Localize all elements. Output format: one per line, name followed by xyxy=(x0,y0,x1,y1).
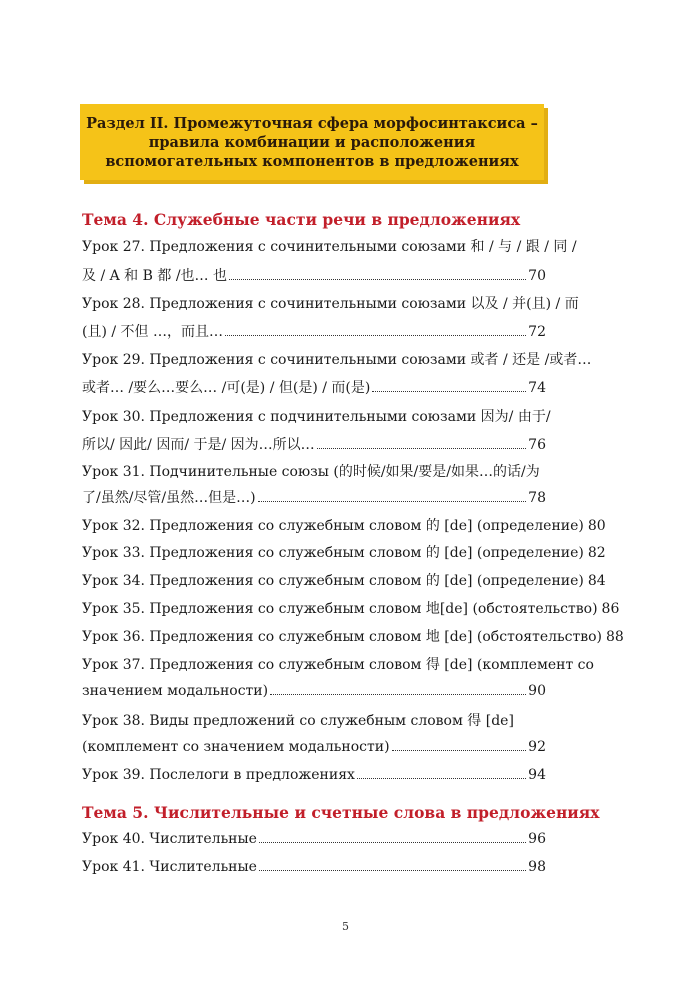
leader-dots xyxy=(317,436,527,449)
toc-page-number: 94 xyxy=(528,767,546,783)
leader-dots xyxy=(357,766,526,779)
toc-entry-line[interactable] xyxy=(82,682,546,702)
leader-dots xyxy=(372,379,526,392)
leader-dots xyxy=(392,738,527,751)
toc-entry-line[interactable] xyxy=(82,349,592,369)
toc-entry-text: 及 / A 和 B 都 /也… 也 xyxy=(82,268,227,284)
toc-entry-text: 所以/ 因此/ 因而/ 于是/ 因为…所以… xyxy=(82,437,315,453)
toc-entry-line[interactable] xyxy=(82,570,606,590)
toc-entry-line[interactable] xyxy=(82,461,546,481)
toc-entry-text: Урок 33. Предложения со служебным словом 的 [de] (определение) xyxy=(82,545,584,561)
toc-entry-text: Урок 40. Числительные xyxy=(82,831,257,847)
toc-entry-text: Урок 35. Предложения со служебным словом 地[de] (обстоятельство) xyxy=(82,601,598,617)
toc-page-number: 84 xyxy=(587,573,606,589)
section-title xyxy=(86,114,538,171)
toc-page-number: 74 xyxy=(528,380,546,396)
toc-entry-text: (且) / 不但 …，而且… xyxy=(82,324,223,340)
toc-entry-text: Урок 28. Предложения с сочинительными союзами 以及 / 并(且) / 而 xyxy=(82,296,579,312)
toc-entry-text: Урок 29. Предложения с сочинительными союзами 或者 / 还是 /或者… xyxy=(82,352,592,368)
toc-entry-line[interactable] xyxy=(82,858,546,878)
toc-entry-line[interactable] xyxy=(82,434,546,454)
toc-page-number: 98 xyxy=(528,859,546,875)
leader-dots xyxy=(258,489,527,502)
toc-entry-text: Урок 36. Предложения со служебным словом 地 [de] (обстоятельство) xyxy=(82,629,602,645)
toc-entry-line[interactable] xyxy=(82,265,546,285)
leader-dots xyxy=(259,858,526,871)
topic-5-heading: Тема 5. Числительные и счетные слова в предложениях xyxy=(82,803,600,822)
toc-entry-line[interactable] xyxy=(82,487,546,507)
toc-entry-line[interactable] xyxy=(82,654,594,674)
toc-entry-line[interactable] xyxy=(82,830,546,850)
toc-entry-text: Урок 30. Предложения с подчинительными союзами 因为/ 由于/ xyxy=(82,409,551,425)
page-number: 5 xyxy=(342,920,349,933)
topic-4-heading: Тема 4. Служебные части речи в предложениях xyxy=(82,210,521,229)
toc-page-number: 82 xyxy=(587,545,606,561)
toc-entry-line[interactable] xyxy=(82,377,546,397)
toc-entry-text: Урок 32. Предложения со служебным словом 的 [de] (определение) xyxy=(82,518,584,534)
leader-dots xyxy=(259,830,526,843)
toc-entry-line[interactable] xyxy=(82,406,551,426)
toc-entry-text: значением модальности) xyxy=(82,683,269,699)
toc-page-number: 92 xyxy=(528,739,546,755)
toc-page-number: 88 xyxy=(605,629,624,645)
toc-entry-text: Урок 41. Числительные xyxy=(82,859,257,875)
toc-entry-text: 了/虽然/尽管/虽然…但是…) xyxy=(82,490,256,506)
toc-entry-text: Урок 34. Предложения со служебным словом 的 [de] (определение) xyxy=(82,573,584,589)
toc-page-number: 76 xyxy=(528,437,546,453)
toc-entry-text: 或者… /要么…要么… /可(是) / 但(是) / 而(是) xyxy=(82,380,371,396)
toc-entry-text: (комплемент со значением модальности) xyxy=(82,739,390,755)
toc-entry-line[interactable] xyxy=(82,710,546,730)
toc-entry-line[interactable] xyxy=(82,542,606,562)
leader-dots xyxy=(270,682,526,695)
section-title-line: правила комбинации и расположения xyxy=(148,133,476,151)
toc-entry-text: Урок 27. Предложения с сочинительными союзами 和 / 与 / 跟 / 同 / xyxy=(82,239,577,255)
toc-entry-text: Урок 37. Предложения со служебным словом 得 [de] (комплемент со xyxy=(82,657,594,673)
leader-dots xyxy=(229,267,526,280)
toc-entry-line[interactable] xyxy=(82,738,546,758)
toc-page-number: 78 xyxy=(528,490,546,506)
toc-page-number: 80 xyxy=(587,518,606,534)
toc-entry-line[interactable] xyxy=(82,766,546,786)
leader-dots xyxy=(225,323,526,336)
toc-page-number: 72 xyxy=(528,324,546,340)
toc-entry-line[interactable] xyxy=(82,598,620,618)
section-title-line: вспомогательных компонентов в предложениях xyxy=(105,152,519,170)
toc-page-number: 96 xyxy=(528,831,546,847)
toc-page-number: 90 xyxy=(528,683,546,699)
toc-entry-text: Урок 38. Виды предложений со служебным словом 得 [de] xyxy=(82,713,514,729)
toc-entry-text: Урок 39. Послелоги в предложениях xyxy=(82,767,355,783)
toc-entry-text: Урок 31. Подчинительные союзы (的时候/如果/要是/如果…的话/为 xyxy=(82,464,540,480)
toc-entry-line[interactable] xyxy=(82,236,577,256)
section-banner xyxy=(80,104,544,180)
toc-entry-line[interactable] xyxy=(82,626,624,646)
toc-entry-line[interactable] xyxy=(82,515,606,535)
toc-entry-line[interactable] xyxy=(82,293,579,313)
toc-entry-line[interactable] xyxy=(82,321,546,341)
toc-page-number: 70 xyxy=(528,268,546,284)
toc-page-number: 86 xyxy=(601,601,620,617)
section-title-line: Раздел II. Промежуточная сфера морфосинтаксиса – xyxy=(86,114,538,132)
